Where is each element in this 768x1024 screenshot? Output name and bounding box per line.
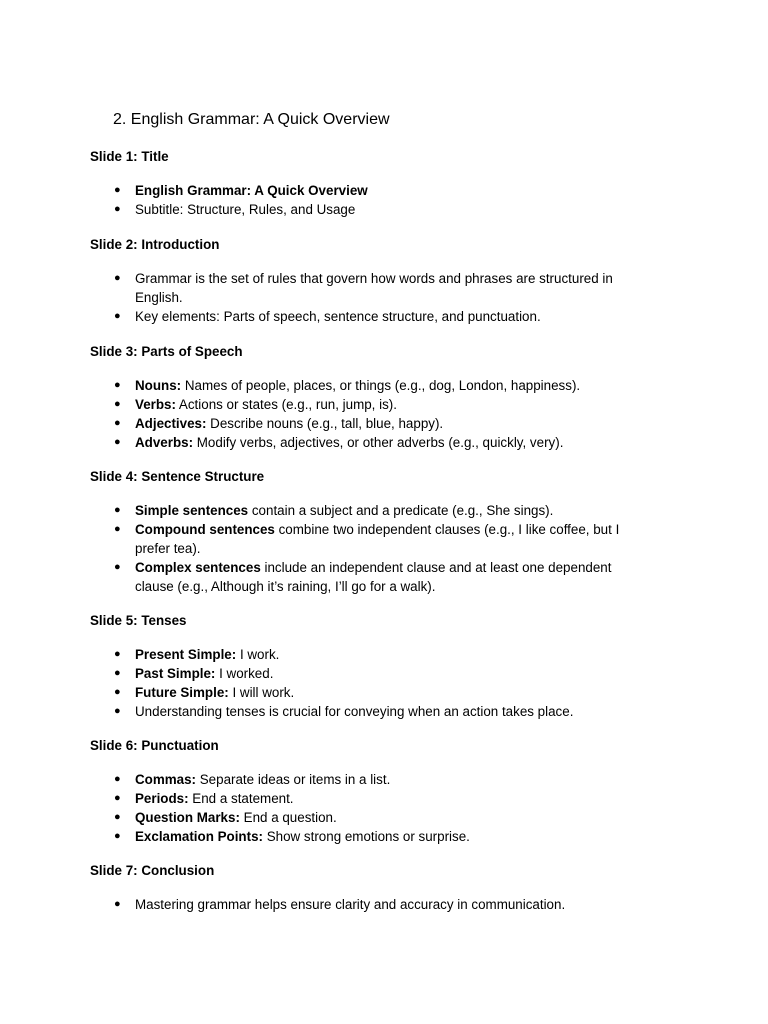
item-text: End a question.: [239, 810, 337, 825]
bullet-icon: ●: [114, 830, 121, 842]
section-heading: Slide 2: Introduction: [90, 237, 220, 252]
bullet-icon: ●: [114, 504, 121, 516]
section-slide-7: [90, 861, 690, 912]
item-bold-text: Exclamation Points:: [135, 829, 263, 844]
list-item: [90, 200, 645, 219]
bullet-list: [90, 770, 690, 846]
item-bold-text: Simple sentences: [135, 503, 249, 518]
list-item: [90, 827, 645, 846]
bullet-icon: ●: [114, 417, 121, 429]
bullet-list: [90, 181, 690, 219]
page-title: 2. English Grammar: A Quick Overview: [113, 111, 390, 128]
list-item: [90, 414, 645, 433]
item-bold-text: Commas:: [135, 772, 197, 787]
item-bold-text: Adjectives:: [135, 416, 207, 431]
item-text: I will work.: [228, 685, 295, 700]
list-item: [90, 501, 645, 520]
item-text: Mastering grammar helps ensure clarity and accuracy in communication.: [135, 897, 566, 912]
item-text: Separate ideas or items in a list.: [196, 772, 391, 787]
bullet-icon: ●: [114, 705, 121, 717]
item-text: Key elements: Parts of speech, sentence structure, and punctuation.: [135, 309, 541, 324]
bullet-icon: ●: [114, 898, 121, 910]
bullet-icon: ●: [114, 648, 121, 660]
bullet-list: [90, 376, 690, 452]
item-text: contain a subject and a predicate (e.g., She sings).: [248, 503, 554, 518]
item-text: End a statement.: [188, 791, 294, 806]
list-item: [90, 664, 645, 683]
list-item: [90, 269, 645, 307]
bullet-list: [90, 645, 690, 721]
item-text: I work.: [236, 647, 280, 662]
item-bold-text: Nouns:: [135, 378, 182, 393]
bullet-icon: ●: [114, 310, 121, 322]
section-heading: Slide 6: Punctuation: [90, 738, 219, 753]
list-item: [90, 395, 645, 414]
item-text: Actions or states (e.g., run, jump, is).: [175, 397, 397, 412]
item-bold-text: Complex sentences: [135, 560, 261, 575]
bullet-icon: ●: [114, 773, 121, 785]
list-item: [90, 683, 645, 702]
section-slide-4: [90, 467, 690, 594]
item-bold-text: Future Simple:: [135, 685, 229, 700]
section-slide-2: [90, 235, 690, 324]
list-item: [90, 376, 645, 395]
list-item: [90, 770, 645, 789]
item-bold-text: Periods:: [135, 791, 189, 806]
section-heading: Slide 7: Conclusion: [90, 863, 215, 878]
list-item: [90, 702, 645, 721]
item-text: Describe nouns (e.g., tall, blue, happy).: [206, 416, 444, 431]
bullet-icon: ●: [114, 379, 121, 391]
bullet-list: [90, 269, 690, 326]
bullet-icon: ●: [114, 561, 121, 573]
list-item: [90, 789, 645, 808]
item-text: Show strong emotions or surprise.: [262, 829, 470, 844]
item-text: I worked.: [215, 666, 274, 681]
bullet-list: [90, 501, 690, 596]
section-slide-1: [90, 147, 690, 217]
item-text: combine two independent clauses (e.g., I like coffee, but I prefer tea).: [135, 522, 620, 556]
list-item: [90, 808, 645, 827]
item-text: Subtitle: Structure, Rules, and Usage: [135, 202, 356, 217]
section-slide-3: [90, 342, 690, 450]
list-item: [90, 645, 645, 664]
bullet-icon: ●: [114, 436, 121, 448]
bullet-icon: ●: [114, 792, 121, 804]
section-heading: Slide 5: Tenses: [90, 613, 187, 628]
list-item: [90, 558, 645, 596]
section-slide-5: [90, 611, 690, 719]
section-heading: Slide 1: Title: [90, 149, 169, 164]
item-bold-text: Past Simple:: [135, 666, 216, 681]
item-bold-text: Adverbs:: [135, 435, 194, 450]
item-text: Understanding tenses is crucial for conveying when an action takes place.: [135, 704, 574, 719]
item-bold-text: Present Simple:: [135, 647, 237, 662]
item-bold-text: Compound sentences: [135, 522, 275, 537]
section-slide-6: [90, 736, 690, 844]
bullet-icon: ●: [114, 523, 121, 535]
bullet-list: [90, 895, 690, 914]
item-text: Modify verbs, adjectives, or other adverbs (e.g., quickly, very).: [193, 435, 564, 450]
bullet-icon: ●: [114, 667, 121, 679]
list-item: [90, 520, 645, 558]
list-item: [90, 181, 645, 200]
item-text: include an independent clause and at least one dependent clause (e.g., Although it’s raining, I’ll go for a walk).: [135, 560, 612, 594]
bullet-icon: ●: [114, 811, 121, 823]
item-text: Names of people, places, or things (e.g., dog, London, happiness).: [181, 378, 581, 393]
bullet-icon: ●: [114, 184, 121, 196]
bullet-icon: ●: [114, 203, 121, 215]
section-heading: Slide 4: Sentence Structure: [90, 469, 265, 484]
list-item: [90, 307, 645, 326]
list-item: [90, 895, 645, 914]
bullet-icon: ●: [114, 398, 121, 410]
item-bold-text: Verbs:: [135, 397, 176, 412]
item-bold-text: English Grammar: A Quick Overview: [135, 183, 368, 198]
section-heading: Slide 3: Parts of Speech: [90, 344, 243, 359]
item-bold-text: Question Marks:: [135, 810, 240, 825]
bullet-icon: ●: [114, 686, 121, 698]
bullet-icon: ●: [114, 272, 121, 284]
list-item: [90, 433, 645, 452]
item-text: Grammar is the set of rules that govern how words and phrases are structured in English.: [135, 271, 613, 305]
